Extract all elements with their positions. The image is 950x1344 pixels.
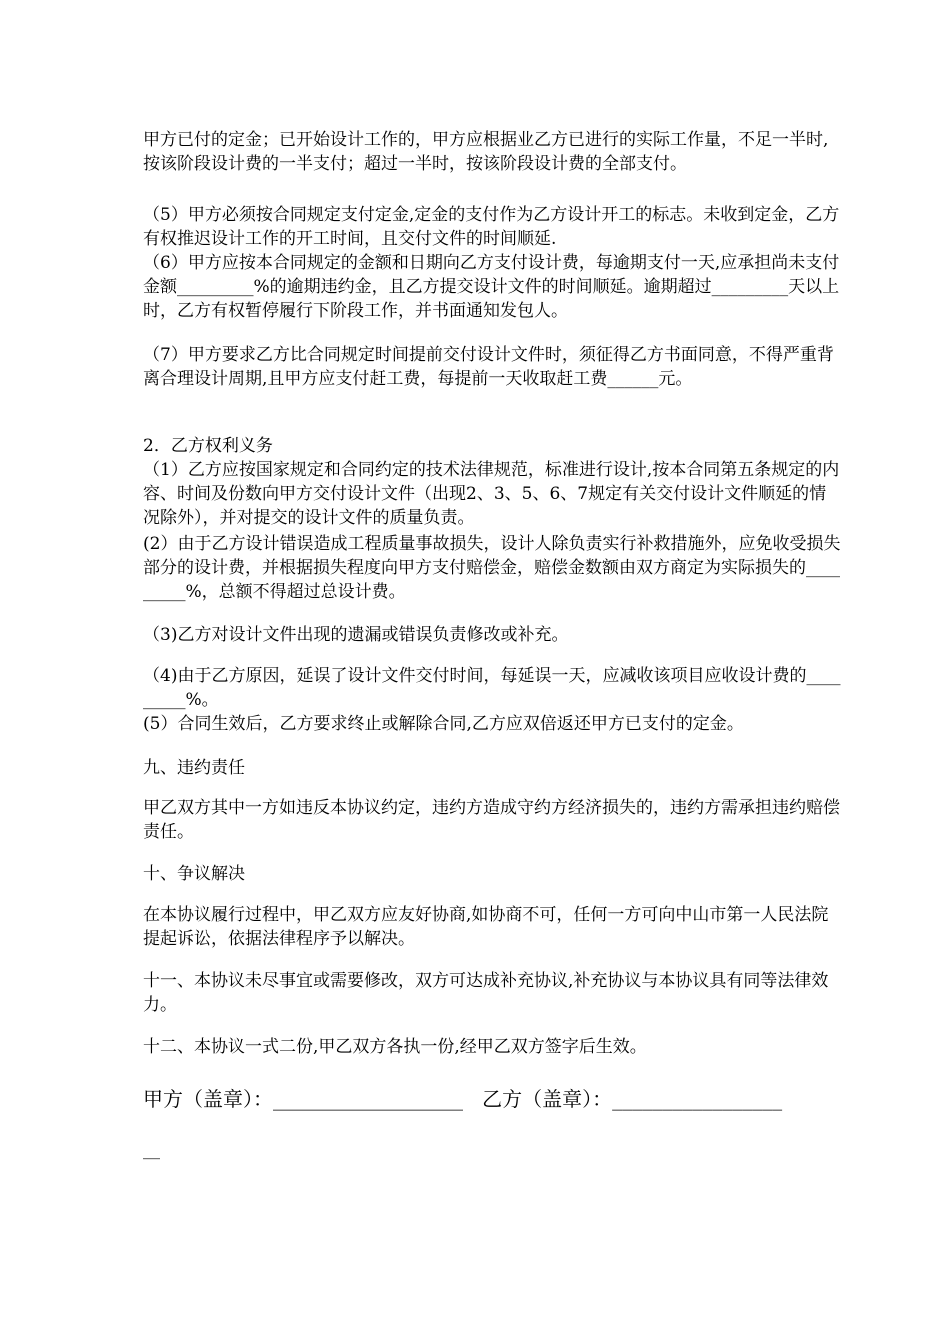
paragraph-copies: 十二、本协议一式二份,甲乙双方各执一份,经甲乙双方签字后生效。 (143, 1037, 647, 1057)
paragraph-b-clause-2: (2）由于乙方设计错误造成工程质量事故损失，设计人除负责实行补救措施外，应免收受损失部分的设计费，并根据损失程度向甲方支付赔偿金，赔偿金数额由双方商定为实际损失的_________%，总额不得超过总设计费。 (143, 534, 841, 602)
paragraph-b-clause-3: （3)乙方对设计文件出现的遗漏或错误负责修改或补充。 (143, 625, 569, 645)
paragraph-supplement: 十一、本协议未尽事宜或需要修改，双方可达成补充协议,补充协议与本协议具有同等法律效力。 (143, 971, 829, 1015)
paragraph-dispute: 在本协议履行过程中，甲乙双方应友好协商,如协商不可，任何一方可向中山市第一人民法院提起诉讼，依据法律程序予以解决。 (143, 905, 829, 949)
paragraph-b-clause-5: (5）合同生效后，乙方要求终止或解除合同,乙方应双倍返还甲方已支付的定金。 (143, 714, 744, 734)
paragraph-deposit-forfeit: 甲方已付的定金；已开始设计工作的，甲方应根据业乙方已进行的实际工作量，不足一半时,按该阶段设计费的一半支付；超过一半时，按该阶段设计费的全部支付。 (143, 130, 829, 174)
section-heading-liability: 九、违约责任 (143, 758, 245, 778)
paragraph-clause-5: （5）甲方必须按合同规定支付定金,定金的支付作为乙方设计开工的标志。未收到定金，乙方有权推迟设计工作的开工时间，且交付文件的时间顺延. (143, 205, 840, 249)
paragraph-b-clause-4: （4)由于乙方原因，延误了设计文件交付时间，每延误一天，应减收该项目应收设计费的_________%。 (143, 666, 841, 710)
paragraph-liability: 甲乙双方其中一方如违反本协议约定，违约方造成守约方经济损失的，违约方需承担违约赔偿责任。 (143, 798, 840, 842)
section-heading-party-b-rights: 2．乙方权利义务 (143, 436, 273, 456)
paragraph-clause-6: （6）甲方应按本合同规定的金额和日期向乙方支付设计费，每逾期支付一天,应承担尚未支付金额_________%的逾期违约金，且乙方提交设计文件的时间顺延。逾期超过_________天以上时，乙方有权暂停履行下阶段工作，并书面通知发包人。 (143, 253, 840, 321)
paragraph-clause-7: （7）甲方要求乙方比合同规定时间提前交付设计文件时，须征得乙方书面同意，不得严重背离合理设计周期,且甲方应支付赶工费，每提前一天收取赶工费______元。 (143, 345, 834, 389)
signature-line-tail: __ (143, 1140, 160, 1160)
section-heading-dispute: 十、争议解决 (143, 864, 245, 884)
paragraph-b-clause-1: （1）乙方应按国家规定和合同约定的技术法律规范，标准进行设计,按本合同第五条规定的内容、时间及份数向甲方交付设计文件（出现2、3、5、6、7规定有关交付设计文件顺延的情况除外），并对提交的设计文件的质量负责。 (143, 460, 840, 528)
signature-line: 甲方（盖章）：___________________ 乙方（盖章）：_________________ (143, 1087, 783, 1111)
